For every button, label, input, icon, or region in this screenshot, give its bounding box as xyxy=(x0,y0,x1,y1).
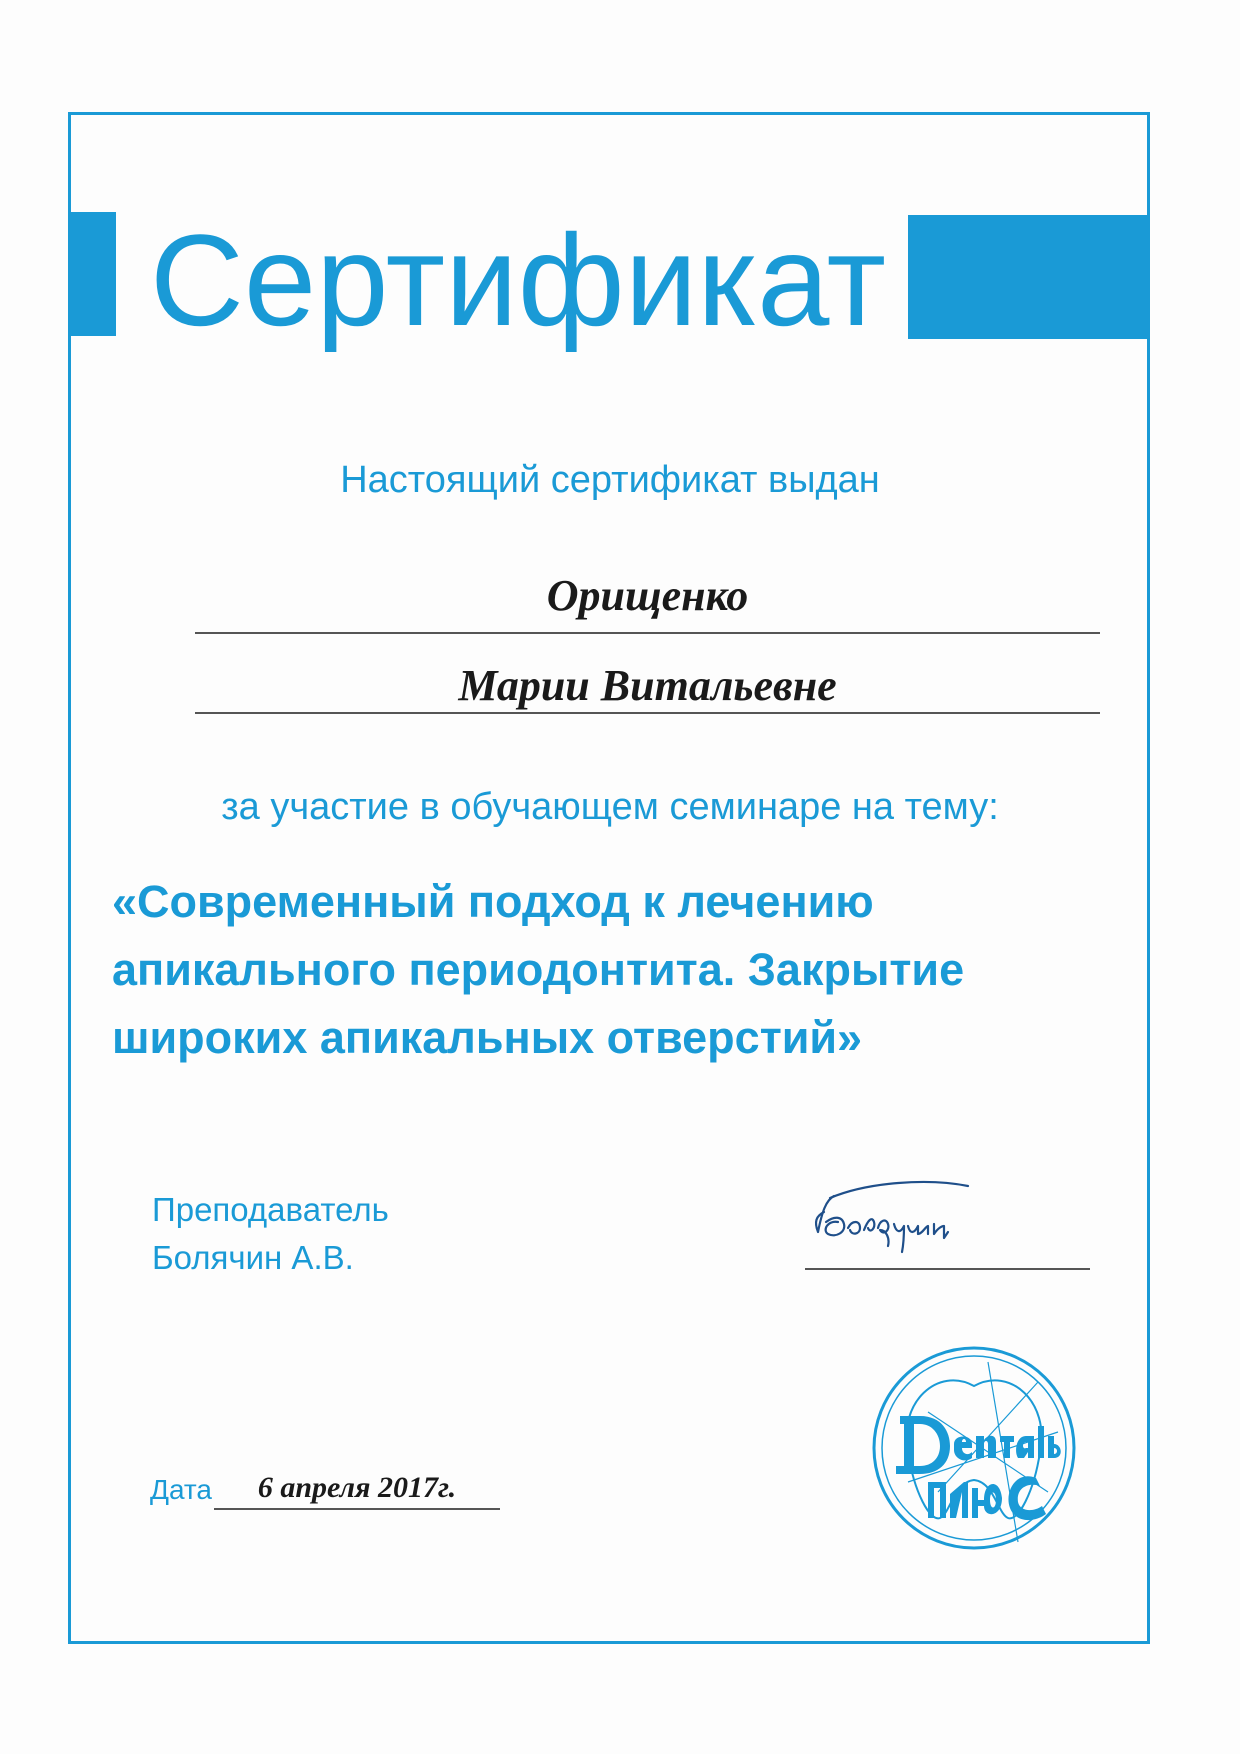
recipient-given-names: Марии Витальевне xyxy=(195,658,1100,714)
date-value: 6 апреля 2017г. xyxy=(214,1468,500,1510)
signature-line xyxy=(805,1268,1090,1270)
title-bar-left xyxy=(68,212,116,336)
certificate-title: Сертификат xyxy=(150,207,887,353)
recipient-surname: Орищенко xyxy=(195,546,1100,634)
title-bar-right xyxy=(908,215,1150,339)
topic-line: апикального периодонтита. Закрытие xyxy=(112,944,965,995)
teacher-block xyxy=(152,1186,389,1282)
date-label: Дата xyxy=(150,1474,213,1505)
participation-text: за участие в обучающем семинаре на тему: xyxy=(221,786,999,828)
topic-line: «Современный подход к лечению xyxy=(112,876,874,927)
dental-plus-logo xyxy=(868,1342,1080,1554)
teacher-name: Болячин А.В. xyxy=(152,1239,354,1276)
topic-line: широких апикальных отверстий» xyxy=(112,1012,863,1063)
intro-text: Настоящий сертификат выдан xyxy=(340,459,880,501)
teacher-signature xyxy=(808,1172,1108,1272)
seminar-topic xyxy=(112,868,1142,1072)
teacher-role: Преподаватель xyxy=(152,1191,389,1228)
